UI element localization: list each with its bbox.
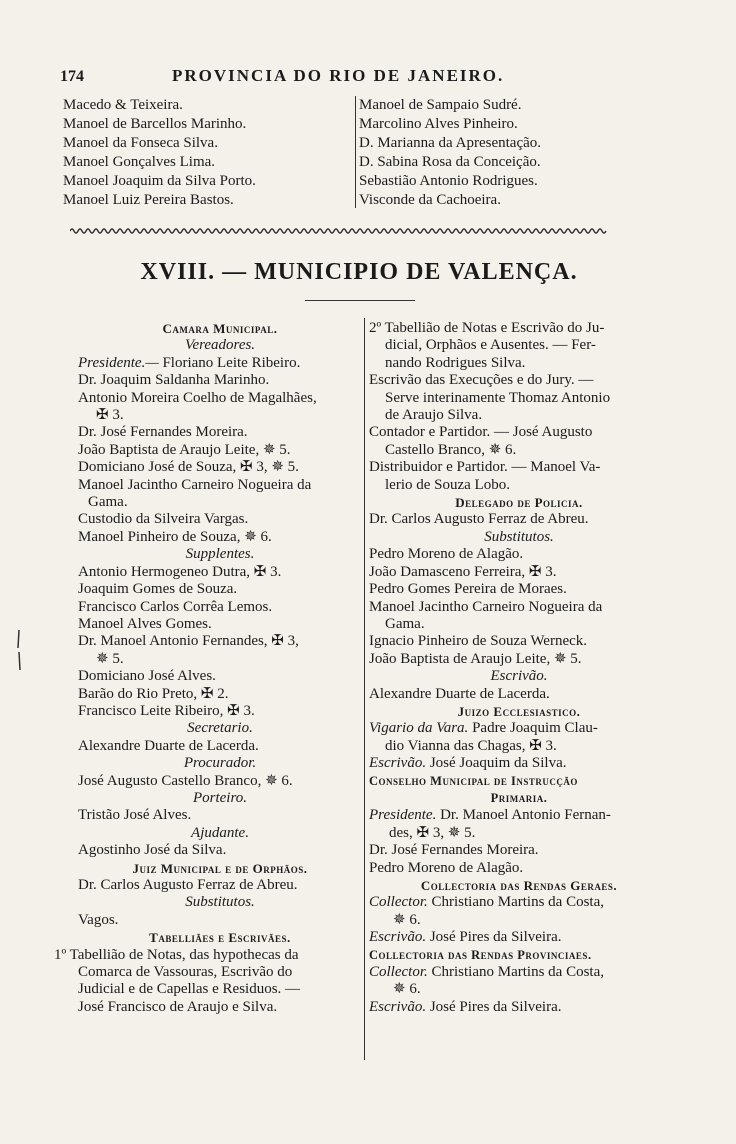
list-item: José Francisco de Araujo e Silva. bbox=[78, 998, 278, 1015]
section-title: XVIII. — MUNICIPIO DE VALENÇA. bbox=[140, 259, 578, 285]
list-item: Barão do Rio Preto, ✠ 2. bbox=[78, 685, 229, 702]
list-item: Dr. Carlos Augusto Ferraz de Abreu. bbox=[369, 511, 589, 528]
vigario-text: Padre Joaquim Clau- bbox=[472, 720, 598, 737]
decorative-wavy-rule bbox=[70, 226, 648, 236]
collector-prov: Christiano Martins da Costa, bbox=[431, 964, 604, 981]
presidente-line bbox=[78, 355, 362, 372]
list-item: D. Sabina Rosa da Conceição. bbox=[359, 154, 541, 170]
list-item: Gama. bbox=[385, 615, 425, 632]
collectoria-prov-heading: Collectoria das Rendas Provinciaes. bbox=[369, 947, 592, 962]
list-item: Manoel Gonçalves Lima. bbox=[63, 154, 216, 170]
list-item: Alexandre Duarte de Lacerda. bbox=[78, 737, 259, 754]
list-item: Dr. Joaquim Saldanha Marinho. bbox=[78, 372, 270, 389]
escrivao-prov: José Pires da Silveira. bbox=[429, 998, 562, 1015]
escrivao-label: Escrivão. bbox=[369, 929, 427, 946]
vereadores-heading: Vereadores. bbox=[184, 337, 256, 354]
conselho-presidente-line bbox=[369, 807, 669, 824]
list-item: Dr. Manoel Antonio Fernandes, ✠ 3, bbox=[78, 633, 299, 650]
list-item: Pedro Moreno de Alagão. bbox=[369, 859, 524, 876]
list-item: Dr. José Fernandes Moreira. bbox=[78, 424, 248, 441]
conselho-presidente: Dr. Manoel Antonio Fernan- bbox=[440, 807, 611, 824]
left-column bbox=[54, 320, 362, 1016]
juizo-heading: Juizo Ecclesiastico. bbox=[457, 703, 581, 719]
presidente-label: Presidente. bbox=[369, 807, 437, 824]
list-item: José Augusto Castello Branco, ✵ 6. bbox=[78, 772, 293, 789]
conselho-heading: Conselho Municipal de Instrucção bbox=[369, 773, 578, 788]
list-item: Dr. José Fernandes Moreira. bbox=[369, 842, 539, 859]
substitutos-heading: Substitutos. bbox=[185, 894, 255, 911]
juizo-escrivao-line bbox=[369, 755, 669, 772]
conselho-heading-2: Primaria. bbox=[490, 790, 548, 805]
list-item: Manoel Luiz Pereira Bastos. bbox=[63, 192, 234, 208]
list-item: Macedo & Teixeira. bbox=[63, 97, 183, 113]
top-list-right bbox=[359, 96, 659, 210]
list-item: Tristão José Alves. bbox=[78, 807, 192, 824]
collector-label: Collector. bbox=[369, 964, 428, 981]
list-item: Agostinho José da Silva. bbox=[78, 842, 227, 859]
list-item: dicial, Orphãos e Ausentes. — Fer- bbox=[385, 337, 596, 354]
list-item: Manoel Alves Gomes. bbox=[78, 615, 212, 632]
presidente-label: Presidente.— bbox=[78, 354, 159, 371]
top-list-left bbox=[63, 96, 353, 210]
right-column bbox=[369, 320, 669, 1016]
list-item: Dr. Carlos Augusto Ferraz de Abreu. bbox=[78, 877, 298, 893]
collector-geraes: Christiano Martins da Costa, bbox=[431, 894, 604, 911]
procurador-heading: Procurador. bbox=[183, 755, 257, 772]
list-item: Francisco Leite Ribeiro, ✠ 3. bbox=[78, 702, 255, 719]
list-item: ✵ 5. bbox=[96, 650, 124, 667]
collector-geraes-line bbox=[369, 894, 669, 911]
list-item: D. Marianna da Apresentação. bbox=[359, 135, 542, 151]
list-item: Manoel Joaquim da Silva Porto. bbox=[63, 173, 256, 189]
list-item: Francisco Carlos Corrêa Lemos. bbox=[78, 598, 273, 615]
list-item: Manoel de Sampaio Sudré. bbox=[359, 97, 522, 113]
list-item: de Araujo Silva. bbox=[385, 407, 483, 424]
list-item: Serve interinamente Thomaz Antonio bbox=[385, 389, 611, 406]
list-item: ✵ 6. bbox=[393, 981, 421, 998]
top-list-divider bbox=[355, 96, 356, 208]
list-item: Manoel Jacintho Carneiro Nogueira da bbox=[369, 598, 603, 615]
list-item: Custodio da Silveira Vargas. bbox=[78, 511, 249, 528]
escrivao-geraes-line bbox=[369, 929, 669, 946]
list-item: 1º Tabellião de Notas, das hypothecas da bbox=[54, 946, 299, 963]
list-item: Sebastião Antonio Rodrigues. bbox=[359, 173, 538, 189]
list-item: Manoel da Fonseca Silva. bbox=[63, 135, 218, 151]
juiz-heading: Juiz Municipal e de Orphãos. bbox=[132, 860, 308, 876]
collector-prov-line bbox=[369, 964, 669, 981]
secretario-heading: Secretario. bbox=[187, 720, 253, 737]
list-item: lerio de Souza Lobo. bbox=[385, 476, 510, 493]
list-item: Marcolino Alves Pinheiro. bbox=[359, 116, 518, 132]
camara-heading: Camara Municipal. bbox=[162, 321, 278, 336]
list-item: Pedro Moreno de Alagão. bbox=[369, 546, 524, 563]
list-item: Ignacio Pinheiro de Souza Werneck. bbox=[369, 633, 588, 650]
list-item: Escrivão das Execuções e do Jury. — bbox=[369, 372, 594, 389]
delegado-heading: Delegado de Policia. bbox=[455, 495, 583, 511]
escrivao-geraes: José Pires da Silveira. bbox=[429, 929, 562, 946]
porteiro-heading: Porteiro. bbox=[192, 789, 248, 806]
column-divider bbox=[364, 318, 365, 1060]
running-title: PROVINCIA DO RIO DE JANEIRO. bbox=[172, 66, 505, 85]
list-item: Domiciano José Alves. bbox=[78, 668, 216, 685]
list-item: Domiciano José de Souza, ✠ 3, ✵ 5. bbox=[78, 459, 299, 476]
list-item: Joaquim Gomes de Souza. bbox=[78, 581, 238, 598]
list-item: des, ✠ 3, ✵ 5. bbox=[389, 824, 476, 841]
list-item: Antonio Moreira Coelho de Magalhães, bbox=[78, 389, 317, 406]
list-item: Comarca de Vassouras, Escrivão do bbox=[78, 964, 293, 981]
title-underline bbox=[305, 300, 415, 301]
substitutos-heading: Substitutos. bbox=[484, 528, 554, 545]
escrivao-label: Escrivão. bbox=[369, 755, 427, 772]
escrivao-label: Escrivão. bbox=[369, 998, 427, 1015]
presidente-name: Floriano Leite Ribeiro. bbox=[162, 354, 301, 371]
list-item: Alexandre Duarte de Lacerda. bbox=[369, 685, 550, 702]
list-item: 2º Tabellião de Notas e Escrivão do Ju- bbox=[369, 320, 605, 336]
escrivao-prov-line bbox=[369, 999, 669, 1016]
margin-ink-mark bbox=[14, 628, 24, 672]
supplentes-heading: Supplentes. bbox=[185, 546, 255, 563]
collector-label: Collector. bbox=[369, 894, 428, 911]
list-item: Castello Branco, ✵ 6. bbox=[385, 441, 517, 458]
list-item: Distribuidor e Partidor. — Manoel Va- bbox=[369, 459, 601, 476]
list-item: nando Rodrigues Silva. bbox=[385, 354, 526, 371]
list-item: ✠ 3. bbox=[96, 407, 124, 424]
list-item: Contador e Partidor. — José Augusto bbox=[369, 424, 593, 441]
juizo-escrivao: José Joaquim da Silva. bbox=[429, 755, 567, 772]
list-item: Vagos. bbox=[78, 911, 119, 928]
list-item: João Baptista de Araujo Leite, ✵ 5. bbox=[369, 650, 582, 667]
list-item: Pedro Gomes Pereira de Moraes. bbox=[369, 581, 567, 598]
list-item: Visconde da Cachoeira. bbox=[359, 192, 501, 208]
escrivao-heading: Escrivão. bbox=[490, 668, 548, 685]
list-item: Antonio Hermogeneo Dutra, ✠ 3. bbox=[78, 563, 282, 580]
list-item: Manoel Pinheiro de Souza, ✵ 6. bbox=[78, 528, 272, 545]
ajudante-heading: Ajudante. bbox=[191, 824, 249, 841]
list-item: João Damasceno Ferreira, ✠ 3. bbox=[369, 563, 557, 580]
page-number: 174 bbox=[60, 68, 84, 85]
list-item: dio Vianna das Chagas, ✠ 3. bbox=[385, 737, 557, 754]
tabelliaes-heading: Tabelliães e Escrivães. bbox=[149, 930, 291, 946]
list-item: Gama. bbox=[88, 494, 128, 511]
vigario-label: Vigario da Vara. bbox=[369, 720, 469, 737]
list-item: Manoel de Barcellos Marinho. bbox=[63, 116, 247, 132]
list-item: ✵ 6. bbox=[393, 911, 421, 928]
list-item: Manoel Jacintho Carneiro Nogueira da bbox=[78, 476, 312, 493]
list-item: Judicial e de Capellas e Residuos. — bbox=[78, 981, 301, 998]
list-item: João Baptista de Araujo Leite, ✵ 5. bbox=[78, 441, 291, 458]
collectoria-geraes-heading: Collectoria das Rendas Geraes. bbox=[420, 878, 618, 893]
vigario-line bbox=[369, 720, 669, 737]
